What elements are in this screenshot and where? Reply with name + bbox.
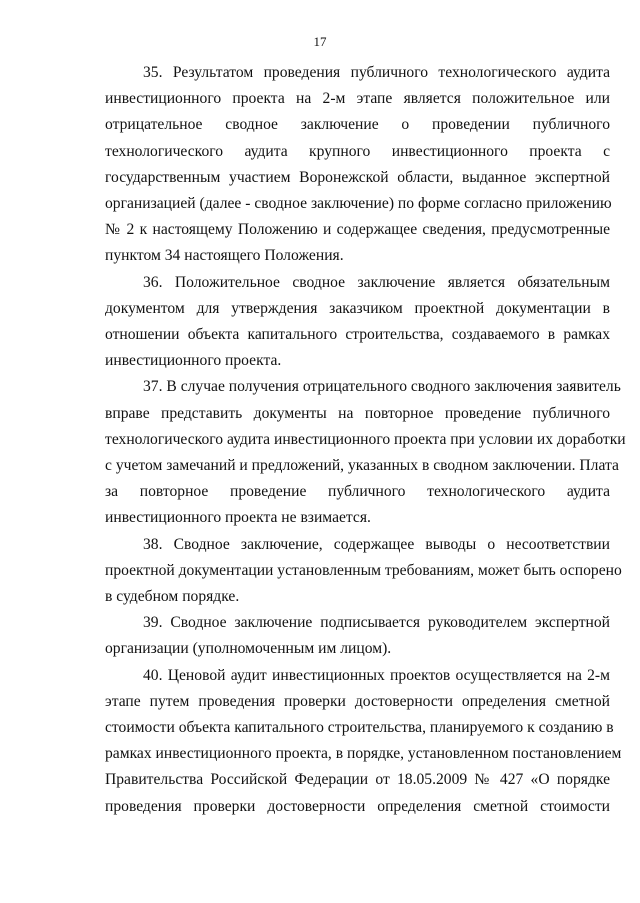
text-line: инвестиционного проекта на 2-м этапе является положительное или (105, 90, 610, 108)
text-line: организации (уполномоченным им лицом). (105, 640, 392, 658)
paragraph-5 (105, 610, 610, 662)
text-line: государственным участием Воронежской области, выданное экспертной (105, 168, 610, 186)
text-line: стоимости объекта капитального строительства, планируемого к созданию в (105, 719, 614, 737)
paragraph-1 (105, 60, 610, 270)
text-line: за повторное проведение публичного технологического аудита (105, 483, 610, 501)
text-line: этапе путем проведения проверки достоверности определения сметной (105, 692, 610, 710)
page-number: 17 (313, 34, 327, 49)
text-line: отношении объекта капитального строительства, создаваемого в рамках (105, 326, 610, 344)
text-line: проведения проверки достоверности определения сметной стоимости (105, 797, 610, 815)
text-line: документом для утверждения заказчиком проектной документации в (105, 299, 610, 317)
paragraph-2 (105, 270, 610, 375)
text-line: пунктом 34 настоящего Положения. (105, 247, 344, 265)
text-line: отрицательное сводное заключение о проведении публичного (105, 116, 610, 134)
text-line: вправе представить документы на повторное проведение публичного (105, 404, 610, 422)
paragraph-3 (105, 374, 626, 531)
text-line: 36. Положительное сводное заключение является обязательным (143, 273, 610, 291)
text-line: 38. Сводное заключение, содержащее выводы о несоответствии (143, 535, 610, 553)
document-body (105, 60, 626, 820)
text-line: технологического аудита крупного инвестиционного проекта с (105, 142, 610, 160)
text-line: проектной документации установленным требованиям, может быть оспорено (105, 561, 622, 579)
paragraph-6 (105, 663, 622, 820)
text-line: 35. Результатом проведения публичного технологического аудита (143, 64, 610, 81)
text-line: организацией (далее - сводное заключение) по форме согласно приложению (105, 195, 612, 213)
text-line: с учетом замечаний и предложений, указанных в сводном заключении. Плата (105, 457, 619, 475)
text-line: технологического аудита инвестиционного проекта при условии их доработки (105, 430, 626, 448)
text-line: 39. Сводное заключение подписывается руководителем экспертной (143, 614, 610, 632)
text-line: инвестиционного проекта не взимается. (105, 509, 371, 527)
text-line: № 2 к настоящему Положению и содержащее сведения, предусмотренные (105, 221, 610, 239)
text-line: 40. Ценовой аудит инвестиционных проектов осуществляется на 2-м (143, 666, 610, 684)
text-line: инвестиционного проекта. (105, 352, 282, 370)
text-line: Правительства Российской Федерации от 18.05.2009 № 427 «О порядке (105, 771, 610, 789)
paragraph-4 (105, 532, 622, 611)
text-line: в судебном порядке. (105, 588, 240, 606)
text-line: 37. В случае получения отрицательного сводного заключения заявитель (143, 378, 621, 396)
text-line: рамках инвестиционного проекта, в порядке, установленном постановлением (105, 745, 622, 763)
